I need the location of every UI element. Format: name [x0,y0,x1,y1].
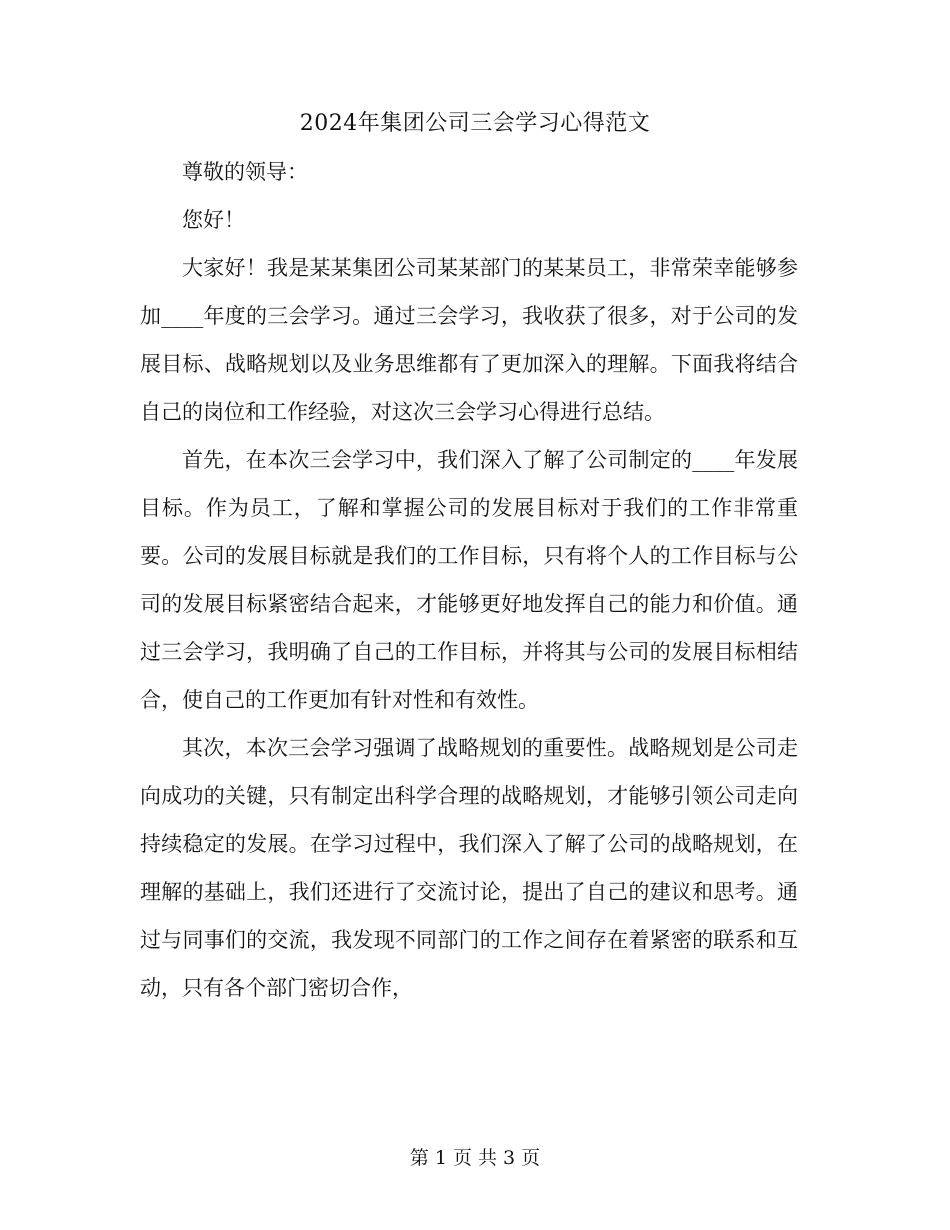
page-number-footer: 第 1 页 共 3 页 [409,1147,541,1169]
document-title: 2024年集团公司三会学习心得范文 [299,111,651,136]
paragraph-second: 其次，本次三会学习强调了战略规划的重要性。战略规划是公司走向成功的关键，只有制定出科学合理的战略规划，才能够引领公司走向持续稳定的发展。在学习过程中，我们深入了解了公司的战略规划，在理解的基础上，我们还进行了交流讨论，提出了自己的建议和思考。通过与同事们的交流，我发现不同部门的工作之间存在着紧密的联系和互动，只有各个部门密切合作， [140,736,798,1000]
paragraph-intro: 大家好！我是某某集团公司某某部门的某某员工，非常荣幸能够参加____年度的三会学习。通过三会学习，我收获了很多，对于公司的发展目标、战略规划以及业务思维都有了更加深入的理解。下面我将结合自己的岗位和工作经验，对这次三会学习心得进行总结。 [140,256,798,424]
salutation: 尊敬的领导： [182,160,308,184]
paragraph-first: 首先，在本次三会学习中，我们深入了解了公司制定的____年发展目标。作为员工，了解和掌握公司的发展目标对于我们的工作非常重要。公司的发展目标就是我们的工作目标，只有将个人的工作目标与公司的发展目标紧密结合起来，才能够更好地发挥自己的能力和价值。通过三会学习，我明确了自己的工作目标，并将其与公司的发展目标相结合，使自己的工作更加有针对性和有效性。 [140,448,798,712]
document-body [140,148,798,1012]
greeting: 您好！ [182,208,245,232]
